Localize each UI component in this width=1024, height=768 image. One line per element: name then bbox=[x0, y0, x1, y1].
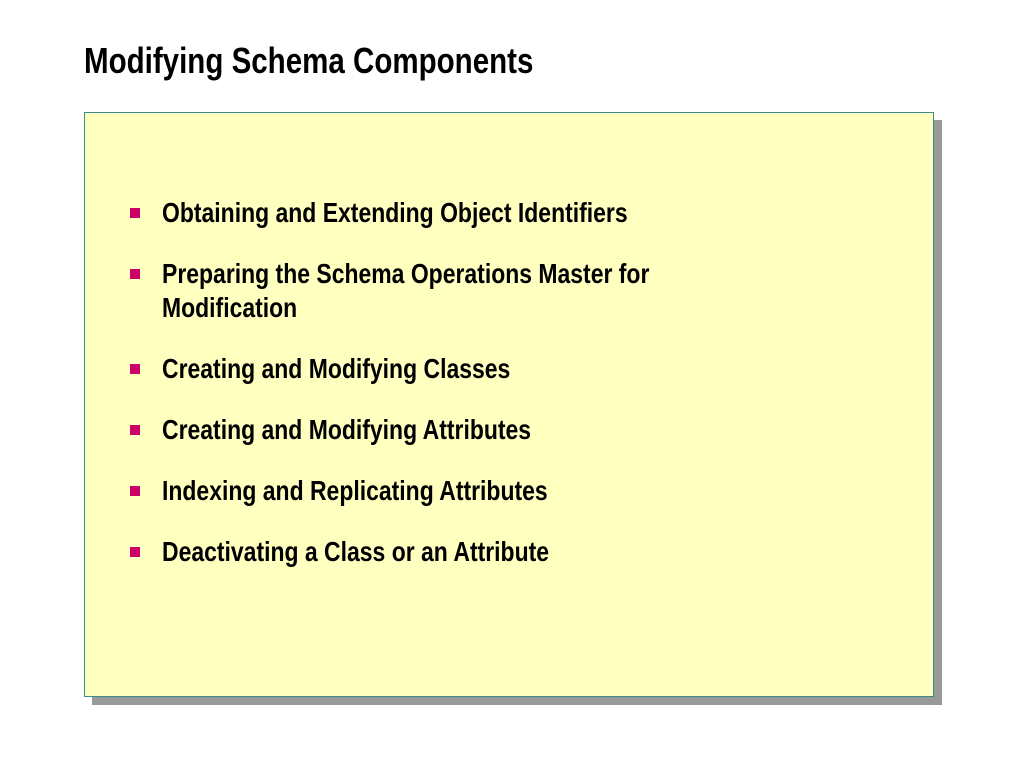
square-bullet-icon bbox=[130, 486, 140, 496]
bullet-text: Creating and Modifying Classes bbox=[162, 353, 511, 384]
square-bullet-icon bbox=[130, 364, 140, 374]
bullet-text: Deactivating a Class or an Attribute bbox=[162, 536, 550, 567]
square-bullet-icon bbox=[130, 208, 140, 218]
bullet-item bbox=[130, 535, 850, 569]
bullet-text: Creating and Modifying Attributes bbox=[162, 414, 532, 445]
bullet-item bbox=[130, 257, 850, 325]
bullet-item bbox=[130, 474, 850, 508]
square-bullet-icon bbox=[130, 269, 140, 279]
square-bullet-icon bbox=[130, 547, 140, 557]
bullet-item bbox=[130, 413, 850, 447]
bullet-item bbox=[130, 196, 850, 230]
slide-title: Modifying Schema Components bbox=[84, 40, 534, 81]
bullet-text: Indexing and Replicating Attributes bbox=[162, 475, 548, 506]
bullet-item bbox=[130, 352, 850, 386]
bullet-text: Preparing the Schema Operations Master for Modification bbox=[162, 258, 650, 323]
square-bullet-icon bbox=[130, 425, 140, 435]
bullet-list bbox=[130, 196, 850, 596]
bullet-text: Obtaining and Extending Object Identifiers bbox=[162, 197, 628, 228]
